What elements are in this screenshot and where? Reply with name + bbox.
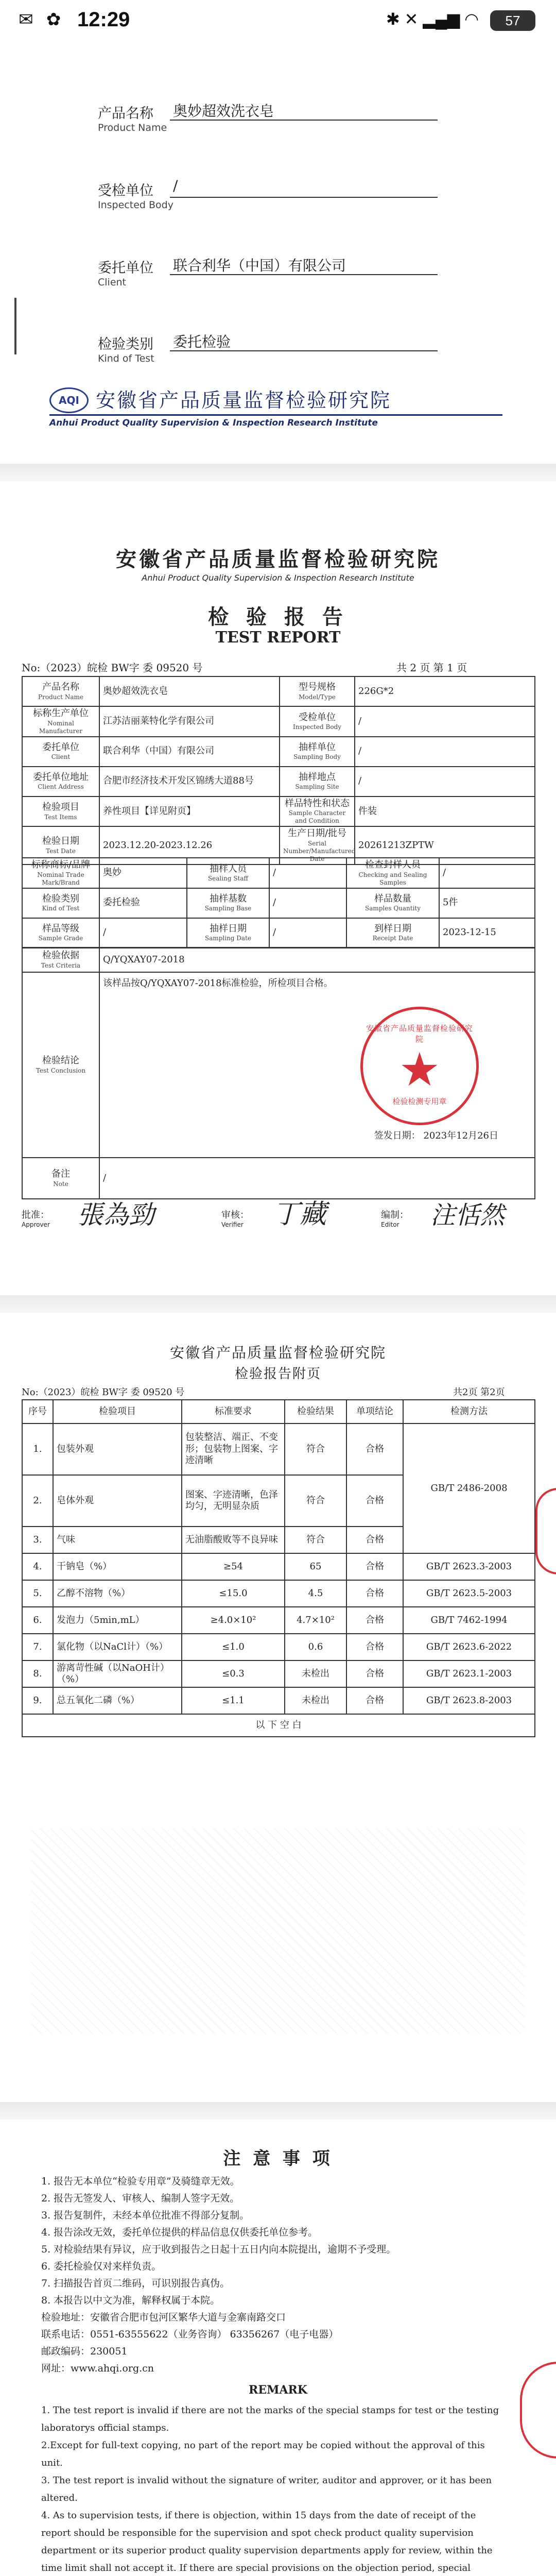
- signal-wifi-icons: ✱ ✕ ▂▄▆ ◠: [386, 10, 479, 28]
- issue-date-line: [374, 1130, 498, 1142]
- report-table-sampling: [22, 857, 535, 948]
- table-row: 6. 发泡力（5min,mL） ≥4.0×10² 4.7×10² 合格 GB/T 7462-1994: [22, 1607, 535, 1634]
- value-checker: /: [439, 858, 535, 888]
- list-item: 检验地址：安徽省合肥市包河区繁华大道与金寨南路交口: [41, 2312, 286, 2323]
- table-row: 8. 游离苛性碱（以NaOH计）（%） ≤0.3 未检出 合格 GB/T 2623.1-2003: [22, 1660, 535, 1687]
- approver-label: 批准： Approver: [22, 1210, 50, 1228]
- report-institute-zh: 安徽省产品质量监督检验研究院: [116, 547, 440, 571]
- report-table: [22, 676, 535, 865]
- cover-institute-zh: 安徽省产品质量监督检验研究院: [96, 389, 392, 412]
- blank-note: 以 下 空 白: [22, 1714, 535, 1737]
- value-qty: 5件: [439, 888, 535, 918]
- label-maker: 标称生产单位 Nominal Manufacturer: [22, 706, 99, 737]
- official-stamp: [360, 1007, 479, 1125]
- value-sdate: /: [269, 918, 346, 948]
- star-icon: ★: [398, 1043, 441, 1097]
- cover-inspected-value: /: [173, 177, 178, 194]
- attachment-page-info: 共2页 第2页: [453, 1387, 505, 1398]
- value-mark: 奥妙: [99, 858, 187, 888]
- list-item: 4. 报告涂改无效，委托单位提供的样品信息仅供委托单位参考。: [41, 2227, 318, 2238]
- aqi-logo: AQI: [49, 387, 89, 413]
- seam-stamp: [535, 1488, 556, 1574]
- value-inspected: /: [355, 706, 535, 737]
- status-bar: [0, 0, 556, 41]
- value-sampler: /: [269, 858, 346, 888]
- list-item: 5. 对检验结果有异议，应于收到报告之日起十五日内向本院提出，逾期不予受理。: [41, 2244, 396, 2255]
- cover-page: [0, 41, 556, 464]
- editor-signature: 注恬然: [430, 1201, 505, 1230]
- page-gap: [0, 464, 556, 481]
- th-method: 检测方法: [403, 1400, 535, 1423]
- issue-date: 2023年12月26日: [423, 1130, 498, 1141]
- label-condition: 样品特性和状态 Sample Character and Condition: [280, 796, 355, 827]
- attachment-title2: 检验报告附页: [234, 1366, 321, 1382]
- battery-icon: 57: [490, 10, 535, 31]
- stamp-text: 安徽省产品质量监督检验研究院: [366, 1024, 473, 1044]
- report-title-en: TEST REPORT: [215, 629, 341, 647]
- value-criteria: Q/YQXAY07-2018: [99, 947, 535, 972]
- report-page: [0, 481, 556, 1295]
- value-client: 联合利华（中国）有限公司: [99, 737, 280, 767]
- label-model: 型号规格 Model/Type: [280, 676, 355, 706]
- list-item: 1. The test report is invalid if there are not the marks of the special stamps for test or the testing laboratorys official stamps.: [41, 2405, 499, 2433]
- page-gap: [0, 1295, 556, 1313]
- reviewer-label: 审核： Verifier: [221, 1210, 249, 1228]
- report-title-zh: 检 验 报 告: [208, 605, 348, 629]
- list-item: 邮政编码：230051: [41, 2346, 128, 2357]
- label-base: 抽样基数 Sampling Base: [187, 888, 269, 918]
- value-kind: 委托检验: [99, 888, 187, 918]
- list-item: 联系电话：0551-63555622（业务咨询） 63356267（电子电器）: [41, 2329, 339, 2340]
- value-date: 2023.12.20-2023.12.26: [99, 826, 280, 865]
- table-row: 2. 皂体外观 图案、字迹清晰，色泽均匀，无明显杂质 符合 合格: [22, 1475, 535, 1527]
- label-sampling-place: 抽样地点 Sampling Site: [280, 767, 355, 796]
- list-item: 3. 报告复制件，未经本单位批准不得部分复制。: [41, 2210, 250, 2221]
- value-conclusion: 该样品按Q/YQXAY07-2018标准检验，所检项目合格。: [103, 978, 333, 989]
- table-row: 1. 包装外观 包装整洁、端正、不变形；包装物上图案、字迹清晰 符合 合格 GB/T 2486-2008: [22, 1423, 535, 1475]
- table-row: 4. 干钠皂（%） ≥54 65 合格 GB/T 2623.3-2003: [22, 1553, 535, 1580]
- value-base: /: [269, 888, 346, 918]
- label-criteria: 检验依据 Test Criteria: [22, 947, 99, 972]
- notes-en-list: [41, 2402, 505, 2576]
- binding-mark: [14, 298, 16, 354]
- label-qty: 样品数量 Samples Quantity: [346, 888, 439, 918]
- value-rdate: 2023-12-15: [439, 918, 535, 948]
- cover-product-value: 奥妙超效洗衣皂: [173, 103, 274, 120]
- table-row: 3. 气味 无油脂酸败等不良异味 符合 合格: [22, 1527, 535, 1553]
- label-client: 委托单位 Client: [22, 737, 99, 767]
- value-maker: 江苏洁丽莱特化学有限公司: [99, 706, 280, 737]
- label-items: 检验项目 Test Items: [22, 796, 99, 827]
- notification-icons: ✉ ✿: [19, 10, 65, 29]
- reviewer-signature: 丁藏: [273, 1199, 327, 1230]
- list-item: 1. 报告无本单位“检验专用章”及骑缝章无效。: [41, 2176, 240, 2187]
- value-remarks: /: [99, 1158, 535, 1199]
- label-conclusion: 检验结论 Test Conclusion: [22, 972, 99, 1158]
- attachment-number: No:（2023）皖检 BW字 委 09520 号: [22, 1387, 185, 1398]
- editor-label: 编制： Editor: [381, 1210, 409, 1228]
- label-sampling-unit: 抽样单位 Sampling Body: [280, 737, 355, 767]
- th-res: 检验结果: [285, 1400, 346, 1423]
- stamp-sub: 检验检测专用章: [392, 1097, 447, 1106]
- label-product: 产品名称 Product Name: [22, 676, 99, 706]
- attachment-table: [22, 1399, 535, 1737]
- notes-title: 注 意 事 项: [223, 2148, 333, 2169]
- value-items: 养性项目【详见附页】: [99, 796, 280, 827]
- label-remarks: 备注 Note: [22, 1158, 99, 1199]
- list-item: 2. 报告无签发人、审核人、编制人签字无效。: [41, 2193, 240, 2204]
- attachment-page: [0, 1313, 556, 2102]
- report-number: No:（2023）皖检 BW字 委 09520 号: [22, 662, 203, 674]
- issue-label: 签发日期：: [374, 1130, 421, 1141]
- cover-kind-value: 委托检验: [173, 333, 231, 350]
- label-sampler: 抽样人员 Sealing Staff: [187, 858, 269, 888]
- label-batch: 生产日期/批号 Serial Number/Manufactured Date: [280, 826, 355, 865]
- table-row: 7. 氯化物（以NaCl计）（%） ≤1.0 0.6 合格 GB/T 2623.6-2022: [22, 1634, 535, 1660]
- report-institute-en: Anhui Product Quality Supervision & Inspection Research Institute: [142, 573, 414, 583]
- list-item: 6. 委托检验仅对来样负责。: [41, 2261, 162, 2272]
- watermark-pattern: [31, 1828, 525, 2034]
- list-item: 4. As to supervision tests, if there is objection, within 15 days from the date of receipt of the report should be responsible for the supervision and spot check product quality supervision department or its superior product quality supervision departments apply for review, within the time limit shall not accept it. If there are special provisions on the objection period, special: [41, 2510, 493, 2573]
- cover-row-client: 委托单位 Client: [98, 260, 153, 288]
- page-gap: [0, 2102, 556, 2120]
- value-address: 合肥市经济技术开发区锦绣大道88号: [99, 767, 280, 796]
- list-item: 7. 扫描报告首页二维码，可识别报告真伪。: [41, 2278, 230, 2289]
- value-sampling-place: /: [355, 767, 535, 796]
- th-item: 检验项目: [53, 1400, 182, 1423]
- value-model: 226G*2: [355, 676, 535, 706]
- label-rdate: 到样日期 Receipt Date: [346, 918, 439, 948]
- list-item: 2.Except for full-text copying, no part of the report may be copied without the approval of this unit.: [41, 2440, 485, 2468]
- value-batch: 20261213ZPTW: [355, 826, 535, 865]
- notes-page: [0, 2120, 556, 2576]
- th-con: 单项结论: [346, 1400, 403, 1423]
- value-grade: /: [99, 918, 187, 948]
- value-product: 奥妙超效洗衣皂: [99, 676, 280, 706]
- remark-title: REMARK: [249, 2383, 307, 2397]
- cover-client-value: 联合利华（中国）有限公司: [173, 257, 346, 274]
- cover-institute-en: Anhui Product Quality Supervision & Inspection Research Institute: [49, 414, 502, 428]
- list-item: 8. 本报告以中文为准，解释权属于本院。: [41, 2295, 220, 2306]
- cover-row-kind: 检验类别 Kind of Test: [98, 336, 154, 364]
- cover-row-product: 产品名称 Product Name: [98, 106, 167, 133]
- label-address: 委托单位地址 Client Address: [22, 767, 99, 796]
- label-kind: 检验类别 Kind of Test: [22, 888, 99, 918]
- label-mark: 标称商标/品牌 Nominal Trade Mark/Brand: [22, 858, 99, 888]
- notes-zh-list: [41, 2173, 505, 2377]
- label-grade: 样品等级 Sample Grade: [22, 918, 99, 948]
- approver-signature: 張為勁: [77, 1200, 154, 1230]
- th-req: 标准要求: [182, 1400, 285, 1423]
- th-no: 序号: [22, 1400, 53, 1423]
- table-row: 5. 乙醇不溶物（%） ≤15.0 4.5 合格 GB/T 2623.5-2003: [22, 1580, 535, 1607]
- value-condition: 件装: [355, 796, 535, 827]
- label-checker: 检查封样人员 Checking and Sealing Samples: [346, 858, 439, 888]
- attachment-title1: 安徽省产品质量监督检验研究院: [169, 1344, 386, 1361]
- status-time: 12:29: [77, 8, 130, 31]
- label-sdate: 抽样日期 Sampling Date: [187, 918, 269, 948]
- table-row: 9. 总五氧化二磷（%） ≤1.1 未检出 合格 GB/T 2623.8-2003: [22, 1687, 535, 1714]
- list-item: 3. The test report is invalid without the signature of writer, auditor and approver, or it has been altered.: [41, 2475, 492, 2503]
- value-sampling-unit: /: [355, 737, 535, 767]
- label-inspected: 受检单位 Inspected Body: [280, 706, 355, 737]
- report-page-info: 共 2 页 第 1 页: [396, 662, 467, 674]
- list-item: 网址：www.ahqi.org.cn: [41, 2363, 154, 2374]
- cover-row-inspected: 受检单位 Inspected Body: [98, 183, 173, 211]
- label-date: 检验日期 Test Date: [22, 826, 99, 865]
- seam-stamp: [520, 2362, 556, 2459]
